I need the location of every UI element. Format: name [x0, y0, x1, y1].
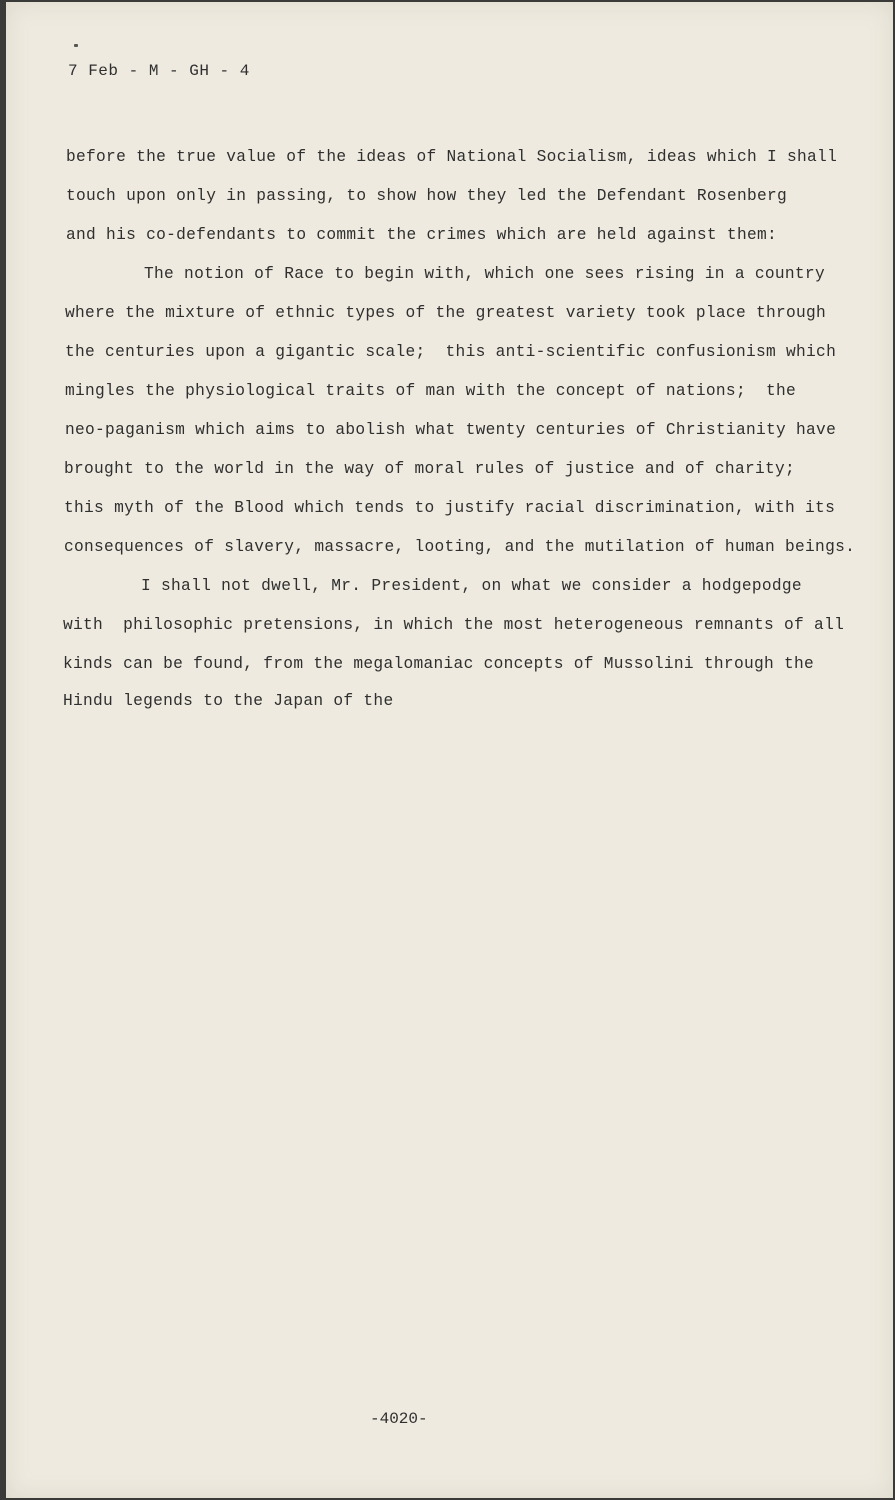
paper-mark: [74, 44, 78, 47]
text-line: The notion of Race to begin with, which one sees rising in a country: [144, 265, 825, 283]
text-line: the centuries upon a gigantic scale; this anti-scientific confusionism which: [65, 343, 837, 361]
text-line: this myth of the Blood which tends to justify racial discrimination, with its: [64, 499, 836, 517]
text-line: consequences of slavery, massacre, looting, and the mutilation of human beings.: [64, 538, 856, 556]
text-line: I shall not dwell, Mr. President, on what we consider a hodgepodge: [141, 577, 802, 595]
page-number: -4020-: [370, 1410, 428, 1428]
text-line: Hindu legends to the Japan of the: [63, 692, 394, 710]
document-page: [6, 2, 893, 1498]
text-line: with philosophic pretensions, in which the most heterogeneous remnants of all: [63, 616, 845, 634]
text-line: where the mixture of ethnic types of the greatest variety took place through: [65, 304, 827, 322]
text-line: touch upon only in passing, to show how they led the Defendant Rosenberg: [66, 187, 788, 205]
text-line: neo-paganism which aims to abolish what twenty centuries of Christianity have: [65, 421, 837, 439]
text-line: brought to the world in the way of moral rules of justice and of charity;: [64, 460, 796, 478]
text-line: mingles the physiological traits of man with the concept of nations; the: [65, 382, 797, 400]
text-line: kinds can be found, from the megalomaniac concepts of Mussolini through the: [63, 655, 815, 673]
page-header: 7 Feb - M - GH - 4: [68, 62, 250, 80]
text-line: before the true value of the ideas of National Socialism, ideas which I shall: [66, 148, 838, 166]
text-line: and his co-defendants to commit the crimes which are held against them:: [66, 226, 777, 244]
